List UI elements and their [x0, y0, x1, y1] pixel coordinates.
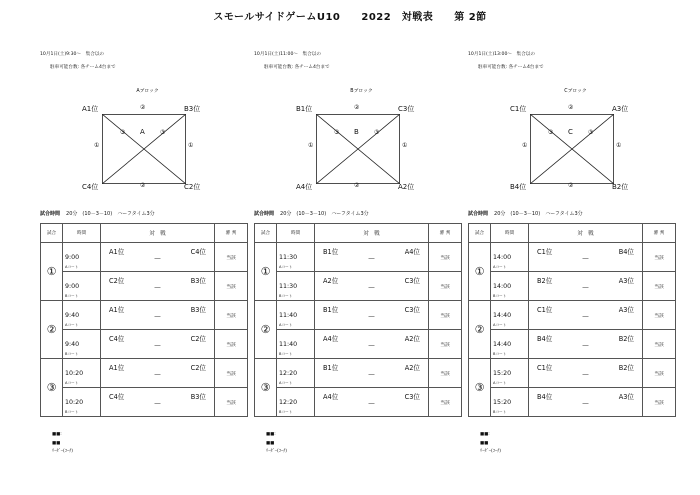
table-row [255, 301, 462, 330]
time-value: 14:40 [493, 311, 512, 319]
time-value: 12:20 [279, 398, 298, 406]
match-time [277, 272, 315, 301]
corner-bottom-right: B2位 [612, 183, 629, 191]
round-marker: ③ [160, 129, 166, 136]
court-label: Bコート [493, 410, 507, 414]
match-time [277, 330, 315, 359]
corner-bottom-left: A4位 [296, 183, 313, 191]
team-a: B1位 [323, 364, 339, 372]
team-b: C3位 [404, 277, 420, 285]
team-b: A2位 [404, 364, 420, 372]
court-label: Aコート [493, 381, 507, 385]
matchup-cell [315, 388, 429, 417]
parking-info: 駐車可能台数: 各チーム4台まで [50, 65, 116, 70]
corner-top-right: C3位 [398, 105, 415, 113]
table-row [469, 301, 676, 330]
team-b: B3位 [190, 393, 206, 401]
referee-cell: 当該 [643, 330, 676, 359]
table-row [255, 272, 462, 301]
round-marker: ② [354, 182, 360, 189]
header-round: 試合 [469, 224, 491, 243]
vs-dash: ― [582, 284, 589, 291]
court-label: Bコート [279, 352, 293, 356]
round-number: ② [255, 301, 277, 359]
timing-value: 20分 (10－3－10) ハーフタイム3分 [494, 211, 583, 217]
round-marker: ② [140, 182, 146, 189]
match-time [63, 359, 101, 388]
block-center-letter: C [568, 128, 573, 136]
table-header-row [41, 224, 248, 243]
time-value: 9:40 [65, 340, 80, 348]
matchup-cell [101, 301, 215, 330]
court-label: Aコート [65, 265, 79, 269]
table-row [41, 388, 248, 417]
round-marker: ③ [374, 129, 380, 136]
match-time [491, 359, 529, 388]
team-b: C4位 [190, 248, 206, 256]
table-row [255, 359, 462, 388]
team-b: B3位 [190, 277, 206, 285]
block-name: Cブロック [564, 89, 587, 94]
referee-cell: 当該 [215, 301, 248, 330]
referee-cell: 当該 [643, 359, 676, 388]
match-time [277, 359, 315, 388]
corner-bottom-right: A2位 [398, 183, 415, 191]
timing-value: 20分 (10－3－10) ハーフタイム3分 [280, 211, 369, 217]
round-marker: ③ [588, 129, 594, 136]
team-b: C2位 [190, 364, 206, 372]
table-row [41, 243, 248, 272]
time-value: 11:40 [279, 340, 298, 348]
schedule-info: 10月1日(土)9:30～ 集合以の [40, 52, 105, 57]
team-b: A3位 [618, 277, 634, 285]
team-a: A1位 [109, 364, 125, 372]
header-referee: 審 判 [643, 224, 676, 243]
vs-dash: ― [154, 313, 161, 320]
referee-cell: 当該 [643, 243, 676, 272]
team-b: C3位 [404, 393, 420, 401]
referee-cell: 当該 [429, 301, 462, 330]
team-b: B4位 [618, 248, 634, 256]
round-marker: ③ [120, 129, 126, 136]
vs-dash: ― [154, 342, 161, 349]
block-a [40, 0, 255, 495]
match-time [63, 301, 101, 330]
document-title: スモールサイドゲームU10 2022 対戦表 第 2節 [213, 12, 487, 23]
block-c [468, 0, 683, 495]
vs-dash: ― [368, 284, 375, 291]
round-marker: ② [140, 104, 146, 111]
court-label: Bコート [279, 294, 293, 298]
matchup-cell [529, 272, 643, 301]
vs-dash: ― [582, 342, 589, 349]
team-b: C3位 [404, 306, 420, 314]
matchup-cell [101, 243, 215, 272]
referee-cell: 当該 [643, 301, 676, 330]
time-value: 15:20 [493, 369, 512, 377]
round-number: ③ [41, 359, 63, 417]
time-value: 12:20 [279, 369, 298, 377]
matchup-cell [315, 359, 429, 388]
footer-line-1: ■■: [266, 432, 276, 437]
footer-line-2: ■■ [52, 440, 61, 446]
match-time [491, 301, 529, 330]
corner-bottom-right: C2位 [184, 183, 201, 191]
footer-notes [480, 431, 501, 457]
header-round: 試合 [255, 224, 277, 243]
table-row [41, 359, 248, 388]
court-label: Aコート [493, 265, 507, 269]
time-value: 14:00 [493, 282, 512, 290]
table-row [41, 272, 248, 301]
pairing-diagram [40, 100, 255, 200]
match-time [277, 388, 315, 417]
referee-cell: 当該 [643, 272, 676, 301]
referee-cell: 当該 [215, 272, 248, 301]
matchup-cell [315, 272, 429, 301]
round-marker: ② [354, 104, 360, 111]
round-marker: ① [616, 142, 622, 149]
team-a: C1位 [537, 306, 553, 314]
team-b: A2位 [404, 335, 420, 343]
timing-value: 20分 (10－3－10) ハーフタイム3分 [66, 211, 155, 217]
round-number: ① [469, 243, 491, 301]
footer-line-3: ﾘｰﾀﾞｰ(ｺｰﾁ) [480, 449, 501, 454]
schedule-info: 10月1日(土)13:00～ 集合以の [468, 52, 535, 57]
court-label: Bコート [493, 294, 507, 298]
match-time [277, 301, 315, 330]
schedule-info: 10月1日(土)11:00～ 集合以の [254, 52, 321, 57]
referee-cell: 当該 [429, 359, 462, 388]
table-row [469, 272, 676, 301]
match-time [63, 272, 101, 301]
footer-line-1: ■■: [480, 432, 490, 437]
table-row [469, 359, 676, 388]
footer-line-3: ﾘｰﾀﾞｰ(ｺｰﾁ) [52, 449, 73, 454]
round-marker: ③ [548, 129, 554, 136]
footer-line-2: ■■ [266, 440, 275, 446]
round-marker: ① [522, 142, 528, 149]
team-a: B1位 [323, 248, 339, 256]
match-time [491, 243, 529, 272]
pairing-diagram [468, 100, 683, 200]
court-label: Aコート [279, 323, 293, 327]
footer-notes [52, 431, 73, 457]
time-value: 14:00 [493, 253, 512, 261]
court-label: Bコート [279, 410, 293, 414]
timing-label: 試合時間 [40, 211, 61, 217]
team-a: B1位 [323, 306, 339, 314]
vs-dash: ― [154, 255, 161, 262]
pairing-square [530, 114, 614, 184]
table-header-row [469, 224, 676, 243]
schedule-table [468, 223, 676, 417]
team-b: B2位 [618, 364, 634, 372]
round-number: ② [41, 301, 63, 359]
team-b: C2位 [190, 335, 206, 343]
footer-notes [266, 431, 287, 457]
match-duration [40, 210, 155, 217]
team-b: B3位 [190, 306, 206, 314]
match-time [63, 388, 101, 417]
footer-line-2: ■■ [480, 440, 489, 446]
match-time [63, 330, 101, 359]
team-b: B2位 [618, 335, 634, 343]
time-value: 9:00 [65, 253, 80, 261]
team-a: A4位 [323, 393, 339, 401]
schedule-table [40, 223, 248, 417]
vs-dash: ― [368, 400, 375, 407]
match-time [491, 388, 529, 417]
round-marker: ② [568, 104, 574, 111]
corner-top-right: B3位 [184, 105, 201, 113]
time-value: 10:20 [65, 398, 84, 406]
matchup-cell [529, 359, 643, 388]
court-label: Aコート [65, 381, 79, 385]
footer-line-1: ■■: [52, 432, 62, 437]
vs-dash: ― [368, 255, 375, 262]
time-value: 9:40 [65, 311, 80, 319]
table-row [255, 330, 462, 359]
team-b: A4位 [404, 248, 420, 256]
team-b: A3位 [618, 393, 634, 401]
matchup-cell [529, 243, 643, 272]
corner-top-left: B1位 [296, 105, 313, 113]
time-value: 15:20 [493, 398, 512, 406]
round-marker: ② [568, 182, 574, 189]
round-number: ② [469, 301, 491, 359]
team-a: B4位 [537, 335, 553, 343]
court-label: Aコート [279, 381, 293, 385]
match-duration [254, 210, 369, 217]
timing-label: 試合時間 [468, 211, 489, 217]
parking-info: 駐車可能台数: 各チーム4台まで [264, 65, 330, 70]
schedule-table [254, 223, 462, 417]
vs-dash: ― [582, 371, 589, 378]
court-label: Aコート [493, 323, 507, 327]
match-time [491, 272, 529, 301]
header-matchup: 対 戦 [101, 224, 215, 243]
block-center-letter: A [140, 128, 145, 136]
round-marker: ③ [334, 129, 340, 136]
header-round: 試合 [41, 224, 63, 243]
matchup-cell [315, 243, 429, 272]
corner-top-right: A3位 [612, 105, 629, 113]
referee-cell: 当該 [429, 330, 462, 359]
round-marker: ① [308, 142, 314, 149]
header-matchup: 対 戦 [529, 224, 643, 243]
matchup-cell [315, 330, 429, 359]
referee-cell: 当該 [643, 388, 676, 417]
round-marker: ① [402, 142, 408, 149]
round-marker: ① [188, 142, 194, 149]
referee-cell: 当該 [215, 359, 248, 388]
round-number: ③ [469, 359, 491, 417]
header-time: 時間 [63, 224, 101, 243]
header-referee: 審 判 [429, 224, 462, 243]
header-matchup: 対 戦 [315, 224, 429, 243]
vs-dash: ― [582, 255, 589, 262]
block-name: Aブロック [136, 89, 159, 94]
header-referee: 審 判 [215, 224, 248, 243]
team-a: C2位 [109, 277, 125, 285]
team-a: B4位 [537, 393, 553, 401]
referee-cell: 当該 [429, 272, 462, 301]
matchup-cell [101, 388, 215, 417]
referee-cell: 当該 [215, 330, 248, 359]
block-center-letter: B [354, 128, 359, 136]
corner-top-left: C1位 [510, 105, 527, 113]
vs-dash: ― [368, 313, 375, 320]
match-time [277, 243, 315, 272]
time-value: 11:30 [279, 253, 298, 261]
team-a: C4位 [109, 335, 125, 343]
court-label: Aコート [65, 323, 79, 327]
court-label: Bコート [493, 352, 507, 356]
court-label: Bコート [65, 410, 79, 414]
matchup-cell [529, 330, 643, 359]
pairing-square [102, 114, 186, 184]
team-a: A1位 [109, 248, 125, 256]
table-row [255, 388, 462, 417]
referee-cell: 当該 [429, 243, 462, 272]
round-number: ③ [255, 359, 277, 417]
table-row [41, 301, 248, 330]
team-b: A3位 [618, 306, 634, 314]
referee-cell: 当該 [215, 243, 248, 272]
corner-bottom-left: B4位 [510, 183, 527, 191]
vs-dash: ― [154, 284, 161, 291]
court-label: Bコート [65, 294, 79, 298]
time-value: 14:40 [493, 340, 512, 348]
matchup-cell [529, 388, 643, 417]
round-number: ① [41, 243, 63, 301]
parking-info: 駐車可能台数: 各チーム4台まで [478, 65, 544, 70]
matchup-cell [101, 272, 215, 301]
referee-cell: 当該 [429, 388, 462, 417]
corner-top-left: A1位 [82, 105, 99, 113]
table-row [469, 388, 676, 417]
table-header-row [255, 224, 462, 243]
time-value: 9:00 [65, 282, 80, 290]
team-a: C1位 [537, 364, 553, 372]
time-value: 10:20 [65, 369, 84, 377]
time-value: 11:30 [279, 282, 298, 290]
table-row [469, 243, 676, 272]
matchup-cell [101, 359, 215, 388]
header-time: 時間 [491, 224, 529, 243]
referee-cell: 当該 [215, 388, 248, 417]
vs-dash: ― [154, 400, 161, 407]
vs-dash: ― [582, 313, 589, 320]
match-duration [468, 210, 583, 217]
round-number: ① [255, 243, 277, 301]
time-value: 11:40 [279, 311, 298, 319]
footer-line-3: ﾘｰﾀﾞｰ(ｺｰﾁ) [266, 449, 287, 454]
round-marker: ① [94, 142, 100, 149]
block-name: Bブロック [350, 89, 373, 94]
team-a: A4位 [323, 335, 339, 343]
vs-dash: ― [154, 371, 161, 378]
timing-label: 試合時間 [254, 211, 275, 217]
vs-dash: ― [368, 342, 375, 349]
corner-bottom-left: C4位 [82, 183, 99, 191]
block-b [254, 0, 469, 495]
matchup-cell [101, 330, 215, 359]
pairing-diagram [254, 100, 469, 200]
match-time [63, 243, 101, 272]
header-time: 時間 [277, 224, 315, 243]
team-a: A1位 [109, 306, 125, 314]
pairing-square [316, 114, 400, 184]
team-a: C1位 [537, 248, 553, 256]
matchup-cell [315, 301, 429, 330]
table-row [255, 243, 462, 272]
match-time [491, 330, 529, 359]
court-label: Aコート [279, 265, 293, 269]
table-row [469, 330, 676, 359]
matchup-cell [529, 301, 643, 330]
table-row [41, 330, 248, 359]
court-label: Bコート [65, 352, 79, 356]
vs-dash: ― [582, 400, 589, 407]
vs-dash: ― [368, 371, 375, 378]
team-a: C4位 [109, 393, 125, 401]
team-a: A2位 [323, 277, 339, 285]
team-a: B2位 [537, 277, 553, 285]
